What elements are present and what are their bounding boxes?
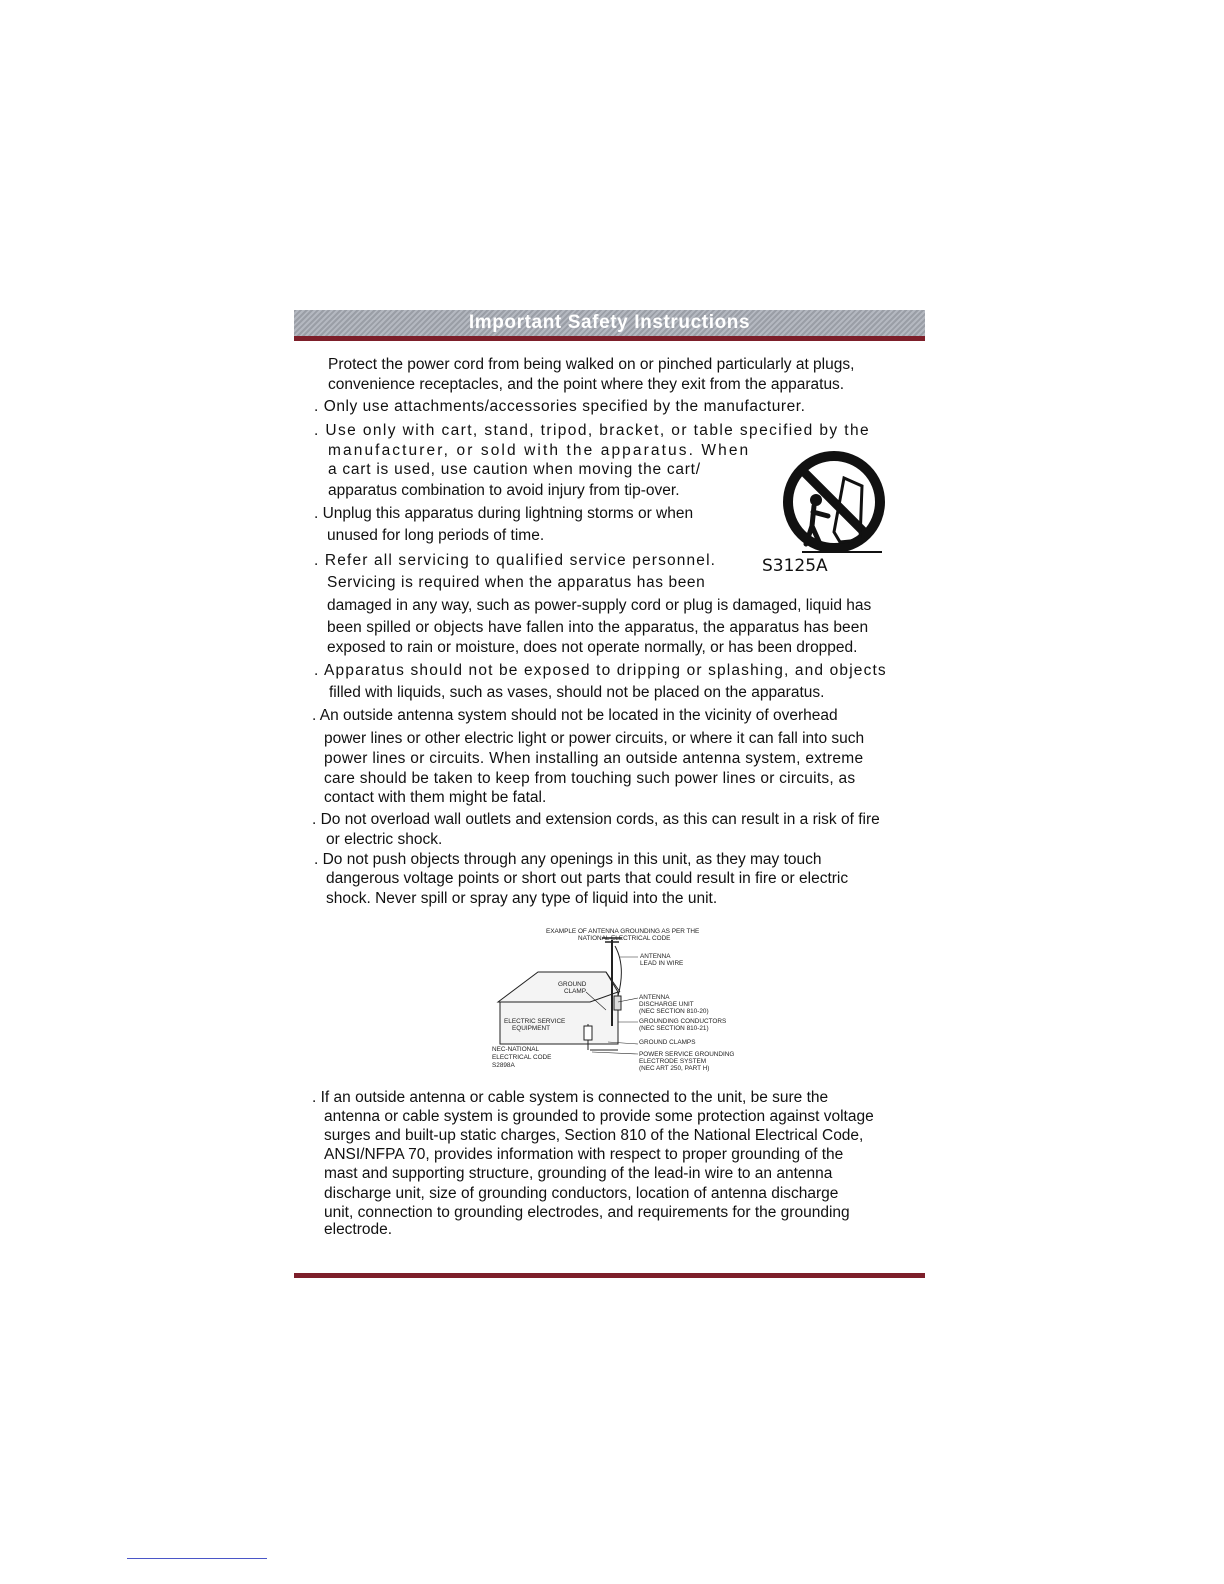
body-line: discharge unit, size of grounding conductors, location of antenna discharge — [324, 1185, 839, 1202]
body-line: Servicing is required when the apparatus has been — [327, 574, 706, 591]
section-header-bar — [294, 310, 925, 341]
body-line: manufacturer, or sold with the apparatus. When — [328, 442, 751, 459]
body-line: unused for long periods of time. — [327, 527, 545, 544]
diagram-title: NATIONAL ELECTRICAL CODE — [578, 935, 671, 942]
label-electric-service: ELECTRIC SERVICE — [504, 1018, 566, 1025]
footnote-divider — [127, 1558, 267, 1559]
section-footer-bar — [294, 1273, 925, 1278]
label-nec: S2898A — [492, 1062, 515, 1069]
label-power-service: POWER SERVICE GROUNDING — [639, 1051, 735, 1058]
cart-tipover-warning-icon — [762, 448, 897, 578]
body-line: . An outside antenna system should not be located in the vicinity of overhead — [312, 707, 838, 724]
label-grounding-conductors: GROUNDING CONDUCTORS — [639, 1018, 727, 1025]
body-line: exposed to rain or moisture, does not operate normally, or has been dropped. — [327, 639, 858, 656]
label-electric-service: EQUIPMENT — [512, 1025, 550, 1032]
label-discharge-unit: ANTENNA — [639, 994, 670, 1001]
cart-warning-graphic — [762, 448, 897, 558]
label-grounding-conductors: (NEC SECTION 810-21) — [639, 1025, 709, 1032]
body-line: . Refer all servicing to qualified service personnel. — [314, 552, 717, 569]
body-line: a cart is used, use caution when moving the cart/ — [328, 461, 701, 478]
label-antenna: ANTENNA — [640, 953, 671, 960]
cart-warning-code: S3125A — [762, 556, 828, 576]
label-nec: ELECTRICAL CODE — [492, 1054, 552, 1061]
label-discharge-unit: (NEC SECTION 810-20) — [639, 1008, 709, 1015]
body-line: convenience receptacles, and the point where they exit from the apparatus. — [328, 376, 845, 393]
section-title: Important Safety Instructions — [468, 312, 751, 333]
body-line: care should be taken to keep from touching such power lines or circuits, as — [324, 770, 856, 787]
body-line: damaged in any way, such as power-supply cord or plug is damaged, liquid has — [327, 597, 872, 614]
body-line: contact with them might be fatal. — [324, 789, 547, 806]
body-line: mast and supporting structure, grounding of the lead-in wire to an antenna — [324, 1165, 833, 1182]
body-line: . Apparatus should not be exposed to dripping or splashing, and objects — [314, 662, 887, 679]
label-antenna: LEAD IN WIRE — [640, 960, 684, 967]
label-ground-clamp: GROUND — [558, 981, 587, 988]
body-line: surges and built-up static charges, Section 810 of the National Electrical Code, — [324, 1127, 864, 1144]
body-line: electrode. — [324, 1221, 393, 1238]
body-line: shock. Never spill or spray any type of liquid into the unit. — [326, 890, 718, 907]
body-line: unit, connection to grounding electrodes, and requirements for the grounding — [324, 1204, 850, 1221]
body-line: . Only use attachments/accessories specified by the manufacturer. — [314, 398, 806, 415]
body-line: apparatus combination to avoid injury from tip-over. — [328, 482, 680, 499]
label-ground-clamp: CLAMP — [564, 988, 587, 995]
body-line: . Use only with cart, stand, tripod, bracket, or table specified by the — [314, 422, 871, 439]
label-nec: NEC-NATIONAL — [492, 1046, 540, 1053]
label-discharge-unit: DISCHARGE UNIT — [639, 1001, 694, 1008]
body-line: ANSI/NFPA 70, provides information with respect to proper grounding of the — [324, 1146, 844, 1163]
body-line: dangerous voltage points or short out parts that could result in fire or electric — [326, 870, 849, 887]
body-line: power lines or circuits. When installing an outside antenna system, extreme — [324, 750, 864, 767]
body-line: . Do not overload wall outlets and extension cords, as this can result in a risk of fire — [312, 811, 880, 828]
body-line: Protect the power cord from being walked on or pinched particularly at plugs, — [328, 356, 855, 373]
diagram-title: EXAMPLE OF ANTENNA GROUNDING AS PER THE — [546, 928, 700, 935]
body-line: . Unplug this apparatus during lightning storms or when — [314, 505, 694, 522]
body-line: power lines or other electric light or power circuits, or where it can fall into such — [324, 730, 865, 747]
antenna-grounding-diagram — [490, 926, 740, 1076]
label-ground-clamps: GROUND CLAMPS — [639, 1039, 696, 1046]
label-power-service: ELECTRODE SYSTEM — [639, 1058, 707, 1065]
body-line: . If an outside antenna or cable system is connected to the unit, be sure the — [312, 1089, 829, 1106]
label-power-service: (NEC ART 250, PART H) — [639, 1065, 710, 1072]
body-line: antenna or cable system is grounded to provide some protection against voltage — [324, 1108, 874, 1125]
body-line: been spilled or objects have fallen into the apparatus, the apparatus has been — [327, 619, 869, 636]
body-line: or electric shock. — [326, 831, 443, 848]
body-line: . Do not push objects through any openings in this unit, as they may touch — [314, 851, 822, 868]
body-line: filled with liquids, such as vases, should not be placed on the apparatus. — [329, 684, 825, 701]
